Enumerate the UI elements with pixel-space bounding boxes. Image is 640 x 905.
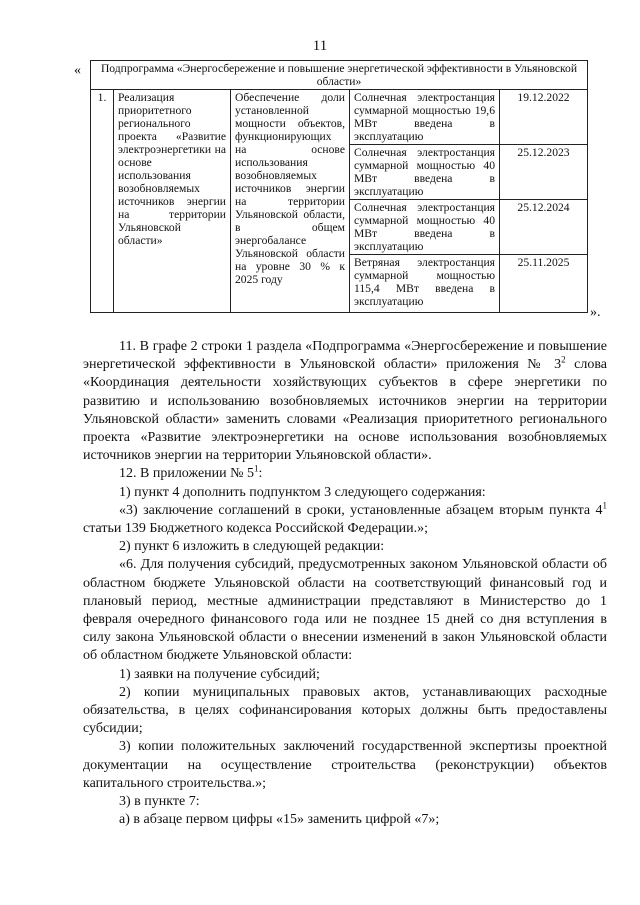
result-date: 25.12.2023 (517, 146, 570, 159)
result-text: Солнечная электростанция суммарной мощностью 40 МВт введена в эксплуатацию (350, 200, 500, 254)
quote-subitem-3: 3) копии положительных заключений государственной экспертизы проектной документации на осуществление строительства (реконструкции) объектов капитального строительства.»; (83, 739, 607, 791)
result-row (350, 145, 587, 200)
subprogram-header: Подпрограмма «Энергосбережение и повышение энергетической эффективности в Ульяновской области» (91, 61, 588, 90)
result-date: 25.11.2025 (517, 256, 570, 269)
paragraph-12-item-3: 3) в пункте 7: (119, 794, 200, 810)
paragraph-12-item-3a: а) в абзаце первом цифры «15» заменить цифрой «7»; (119, 812, 440, 828)
result-text: Солнечная электростанция суммарной мощностью 40 МВт введена в эксплуатацию (350, 145, 500, 199)
result-row (350, 255, 587, 312)
paragraph-12: 12. В приложении № $5^1$: (119, 463, 263, 482)
opening-quote: « (74, 63, 81, 78)
paragraph-12-item-1: 1) пункт 4 дополнить подпунктом 3 следующего содержания: (119, 484, 486, 500)
closing-quote: ». (590, 305, 601, 320)
results-cell (350, 90, 588, 313)
result-text: Ветряная электростанция суммарной мощностью 115,4 МВт введена в эксплуатацию (350, 255, 500, 312)
quote-subitem-1: 1) заявки на получение субсидий; (119, 666, 320, 682)
measure-cell: Реализация приоритетного регионального проекта «Развитие электроэнергетики на основе использования возобновляемых источников энергии на территории Ульяновской области» (114, 90, 231, 313)
paragraph-11: 11. В графе 2 строки 1 раздела «Подпрограмма «Энергосбережение и повышение энергетической эффективности в Ульяновской области» приложения № $3^2$ слова «Координация деятельности хозяйствующих субъектов в сфере энергетики по развитию и использованию возобновляемых источников энергии на территории Ульяновской области» заменить словами «Реализация приоритетного регионального проекта «Развитие электроэнергетики на основе использования возобновляемых источников энергии на территории Ульяновской области». (83, 339, 607, 464)
result-date: 25.12.2024 (517, 201, 570, 214)
table-header-row (91, 61, 588, 90)
goal-cell: Обеспечение доли установленной мощности объектов, функционирующих на основе использования возобновляемых источников энергии на территории Ульяновской области, в общем энергобалансе Ульяновской области на уровне 30 % к 2025 году (231, 90, 350, 313)
paragraph-12-item-2-quote: «6. Для получения субсидий, предусмотренных законом Ульяновской области об областном бюджете Ульяновской области на соответствующий финансовый год и плановый период, местные администрации представляют в Министерство до 1 февраля очередного финансового года или не позднее 15 дней со дня вступления в силу закона Ульяновской области о внесении изменений в закон Ульяновской области об областном бюджете Ульяновской области: (83, 557, 607, 664)
result-row (350, 200, 587, 255)
paragraph-12-item-2: 2) пункт 6 изложить в следующей редакции: (119, 539, 385, 555)
result-date: 19.12.2022 (517, 91, 570, 104)
result-text: Солнечная электростанция суммарной мощностью 19,6 МВт введена в эксплуатацию (350, 90, 500, 144)
row-number: 1. (91, 90, 114, 313)
table-row (91, 90, 588, 313)
quote-subitem-2: 2) копии муниципальных правовых актов, устанавливающих расходные обязательства, в целях софинансирования которых должны быть предоставлены субсидии; (83, 684, 607, 737)
document-body (83, 338, 607, 829)
result-row (350, 90, 587, 145)
paragraph-12-item-1-quote: «3) заключение соглашений в сроки, установленные абзацем вторым пункта $4^1$ статьи 139 Бюджетного кодекса Российской Федерации.»; (83, 500, 607, 537)
subprogram-table (90, 60, 588, 313)
page-number: 11 (312, 38, 328, 54)
